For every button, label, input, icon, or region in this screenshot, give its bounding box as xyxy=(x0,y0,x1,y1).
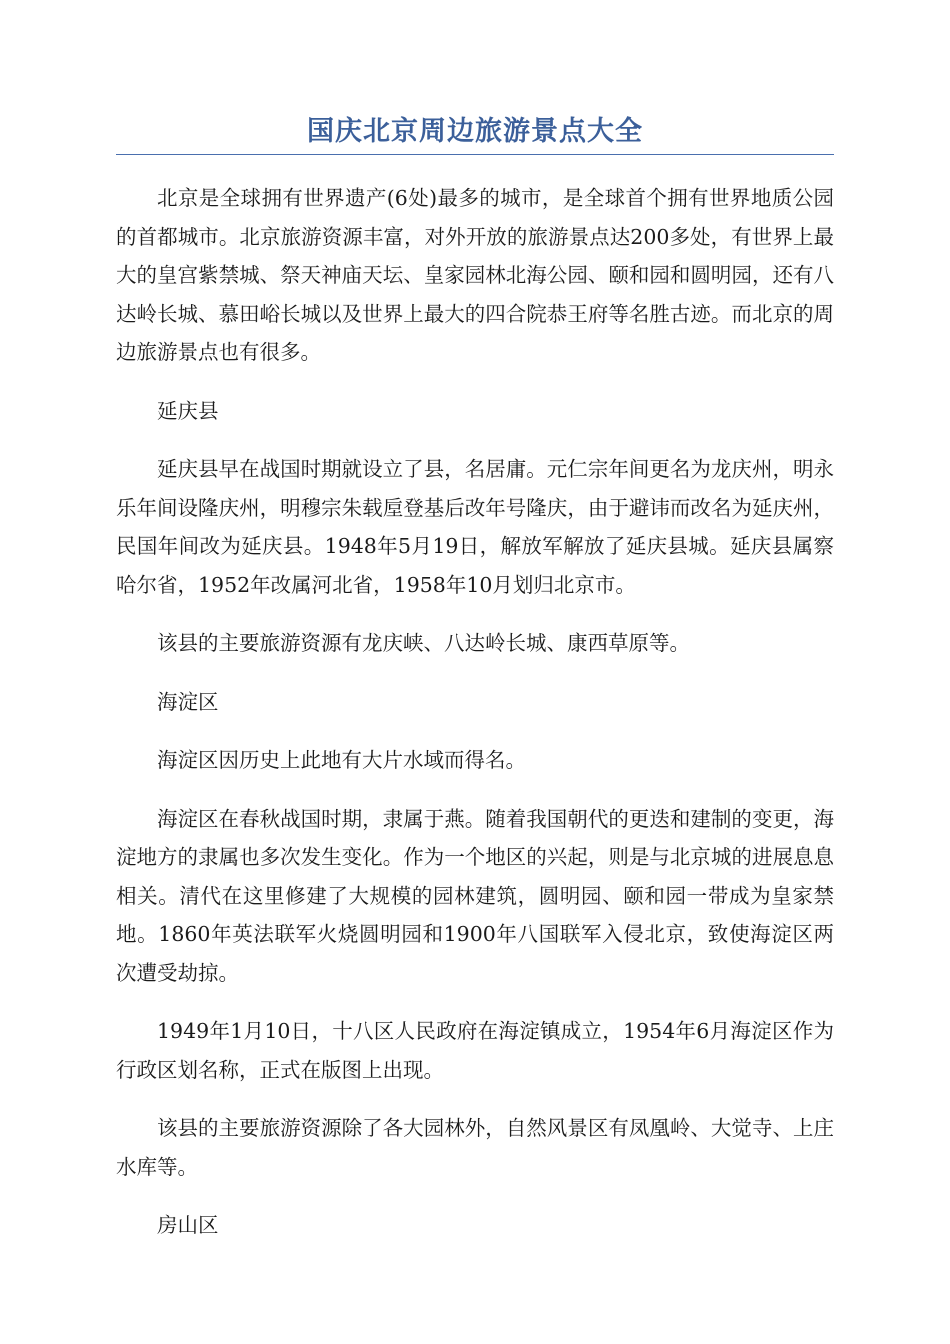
haidian-name-paragraph: 海淀区因历史上此地有大片水域而得名。 xyxy=(157,748,526,772)
section-heading-yanqing: 延庆县 xyxy=(157,398,219,423)
section-heading-fangshan: 房山区 xyxy=(157,1213,219,1237)
intro-paragraph: 北京是全球拥有世界遗产(6处)最多的城市，是全球首个拥有世界地质公园的首都城市。北京旅游资源丰富，对外开放的旅游景点达200多处，有世界上最大的皇宫紫禁城、祭天神庙天坛、皇家园林北海公园、颐和园和圆明园，还有八达岭长城、慕田峪长城以及世界上最大的四合院恭王府等名胜古迹。而北京的周边旅游景点也有很多。 xyxy=(116,186,834,364)
haidian-history-paragraph: 海淀区在春秋战国时期，隶属于燕。随着我国朝代的更迭和建制的变更，海淀地方的隶属也多次发生变化。作为一个地区的兴起，则是与北京城的进展息息相关。清代在这里修建了大规模的园林建筑，圆明园、颐和园一带成为皇家禁地。1860年英法联军火烧圆明园和1900年八国联军入侵北京，致使海淀区两次遭受劫掠。 xyxy=(116,806,834,985)
document-page xyxy=(116,110,834,1265)
section-heading-haidian: 海淀区 xyxy=(157,689,219,714)
yanqing-resources-paragraph: 该县的主要旅游资源有龙庆峡、八达岭长城、康西草原等。 xyxy=(157,631,690,655)
haidian-resources-paragraph: 该县的主要旅游资源除了各大园林外，自然风景区有凤凰岭、大觉寺、上庄水库等。 xyxy=(116,1116,834,1179)
document-title: 国庆北京周边旅游景点大全 xyxy=(307,116,643,147)
haidian-establishment-paragraph: 1949年1月10日，十八区人民政府在海淀镇成立，1954年6月海淀区作为行政区划名称，正式在版图上出现。 xyxy=(116,1019,834,1082)
title-underline xyxy=(116,154,834,155)
yanqing-history-paragraph: 延庆县早在战国时期就设立了县，名居庸。元仁宗年间更名为龙庆州，明永乐年间设隆庆州，明穆宗朱载垕登基后改年号隆庆，由于避讳而改名为延庆州，民国年间改为延庆县。1948年5月19日，解放军解放了延庆县城。延庆县属察哈尔省，1952年改属河北省，1958年10月划归北京市。 xyxy=(116,457,834,597)
